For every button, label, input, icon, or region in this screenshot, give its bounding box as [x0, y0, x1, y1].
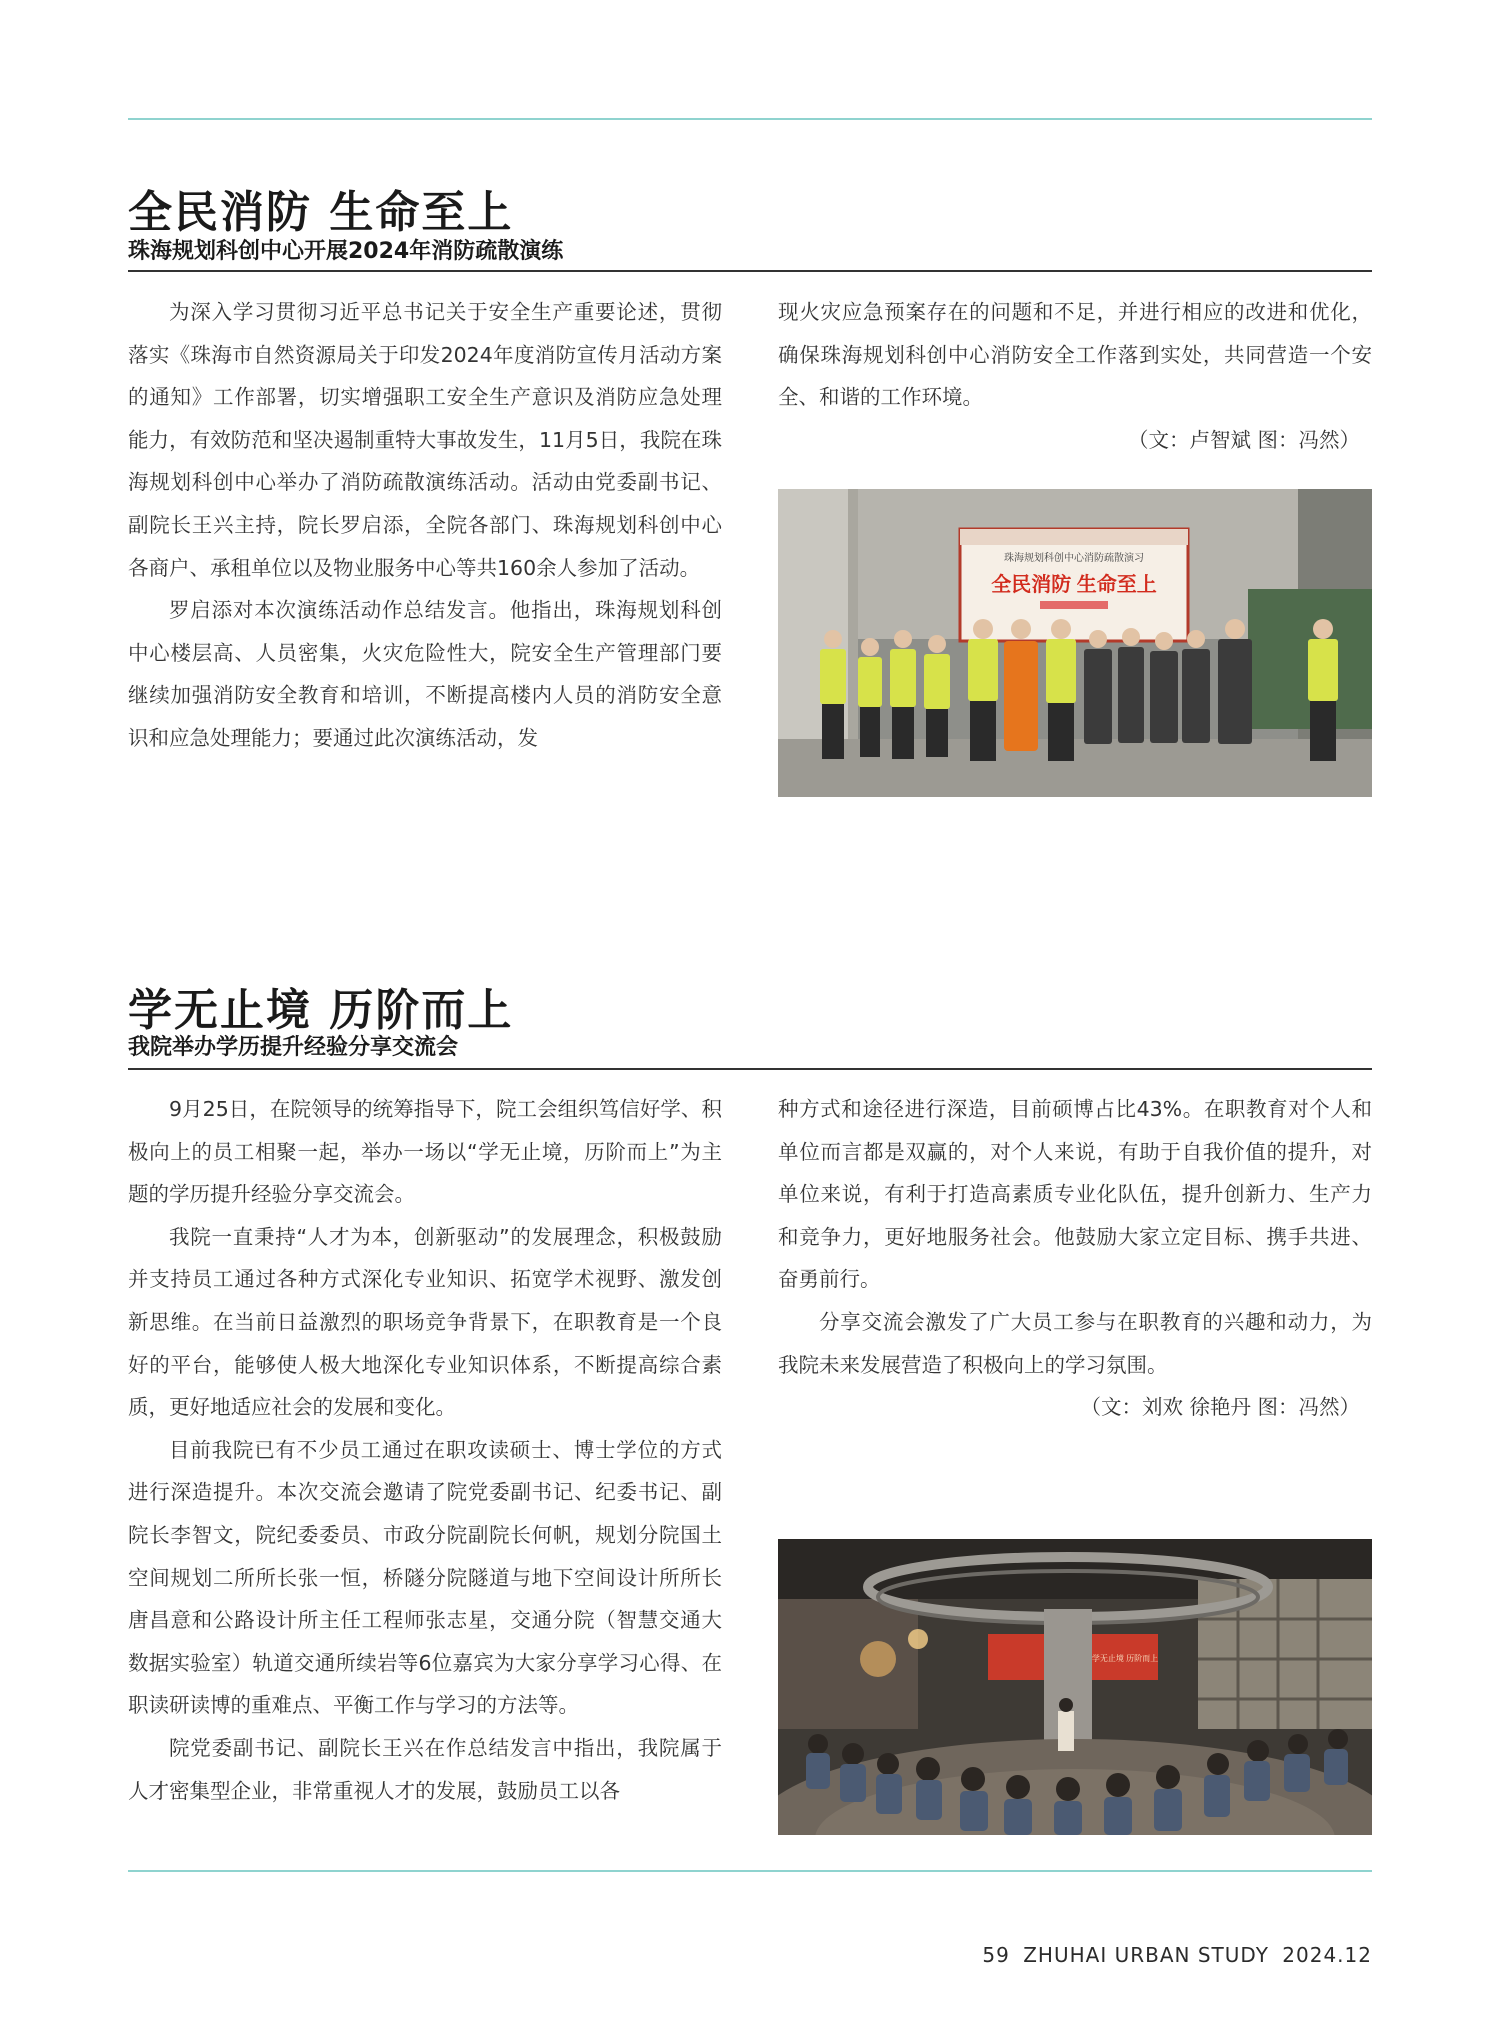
article1-title: 全民消防 生命至上: [128, 187, 514, 238]
photo1-screen-top: 珠海规划科创中心消防疏散演习: [1004, 553, 1144, 564]
photo2-screen-main: 学无止境 历阶而上: [1091, 1654, 1159, 1663]
article2-paragraph: 目前我院已有不少员工通过在职攻读硕士、博士学位的方式进行深造提升。本次交流会邀请了院党委副书记、纪委书记、副院长李智文，院纪委委员、市政分院副院长何帆，规划分院国土空间规划二所所长张一恒，桥隧分院隧道与地下空间设计所所长唐昌意和公路设计所主任工程师张志星，交通分院（智慧交通大数据实验室）轨道交通所续岩等6位嘉宾为大家分享学习心得、在职读研读博的重难点、平衡工作与学习的方法等。: [128, 1437, 722, 1718]
article2-paragraph: 院党委副书记、副院长王兴在作总结发言中指出，我院属于人才密集型企业，非常重视人才的发展，鼓励员工以各: [128, 1735, 722, 1803]
article2-paragraph: 我院一直秉持“人才为本，创新驱动”的发展理念，积极鼓励并支持员工通过各种方式深化专业知识、拓宽学术视野、激发创新思维。在当前日益激烈的职场竞争背景下，在职教育是一个良好的平台，能够使人极大地深化专业知识体系，不断提高综合素质，更好地适应社会的发展和变化。: [128, 1224, 722, 1420]
photo1-screen-main: 全民消防 生命至上: [991, 574, 1157, 596]
article1-subtitle: 珠海规划科创中心开展2024年消防疏散演练: [128, 239, 564, 264]
article2-title: 学无止境 历阶而上: [128, 985, 514, 1036]
bottom-divider: [128, 1870, 1372, 1872]
article1-divider: [128, 270, 1372, 272]
article1-left-column: [128, 291, 722, 760]
top-divider: [128, 118, 1372, 120]
article1-credit: （文：卢智斌 图：冯然）: [1127, 427, 1360, 452]
issue-date: 2024.12: [1282, 1943, 1372, 1967]
article2-credit: （文：刘欢 徐艳丹 图：冯然）: [1080, 1395, 1360, 1420]
article2-right-column: [778, 1088, 1372, 1429]
fire-drill-photo: [778, 489, 1372, 797]
article1-paragraph: 罗启添对本次演练活动作总结发言。他指出，珠海规划科创中心楼层高、人员密集，火灾危险性大，院安全生产管理部门要继续加强消防安全教育和培训，不断提高楼内人员的消防安全意识和应急处理能力；要通过此次演练活动，发: [128, 598, 722, 750]
article1-paragraph: 为深入学习贯彻习近平总书记关于安全生产重要论述，贯彻落实《珠海市自然资源局关于印发2024年度消防宣传月活动方案的通知》工作部署，切实增强职工安全生产意识及消防应急处理能力，有效防范和坚决遏制重特大事故发生，11月5日，我院在珠海规划科创中心举办了消防疏散演练活动。活动由党委副书记、副院长王兴主持，院长罗启添，全院各部门、珠海规划科创中心各商户、承租单位以及物业服务中心等共160余人参加了活动。: [128, 300, 722, 580]
article2-paragraph: 分享交流会激发了广大员工参与在职教育的兴趣和动力，为我院未来发展营造了积极向上的学习氛围。: [778, 1309, 1372, 1377]
publication-name: ZHUHAI URBAN STUDY: [1023, 1943, 1269, 1967]
article2-paragraph-continued: 种方式和途径进行深造，目前硕博占比43%。在职教育对个人和单位而言都是双赢的，对个人来说，有助于自我价值的提升，对单位来说，有利于打造高素质专业化队伍，提升创新力、生产力和竞争力，更好地服务社会。他鼓励大家立定目标、携手共进、奋勇前行。: [778, 1097, 1372, 1292]
page-number: 59: [982, 1943, 1010, 1967]
article2-left-column: [128, 1088, 722, 1812]
page-footer: [976, 1943, 1372, 1967]
article1-right-column: [778, 291, 1372, 461]
article2-divider: [128, 1068, 1372, 1070]
article2-subtitle: 我院举办学历提升经验分享交流会: [128, 1035, 459, 1060]
article1-paragraph-continued: 现火灾应急预案存在的问题和不足，并进行相应的改进和优化，确保珠海规划科创中心消防安全工作落到实处，共同营造一个安全、和谐的工作环境。: [778, 300, 1372, 410]
seminar-photo: [778, 1539, 1372, 1835]
article2-paragraph: 9月25日，在院领导的统筹指导下，院工会组织笃信好学、积极向上的员工相聚一起，举办一场以“学无止境，历阶而上”为主题的学历提升经验分享交流会。: [128, 1097, 722, 1207]
